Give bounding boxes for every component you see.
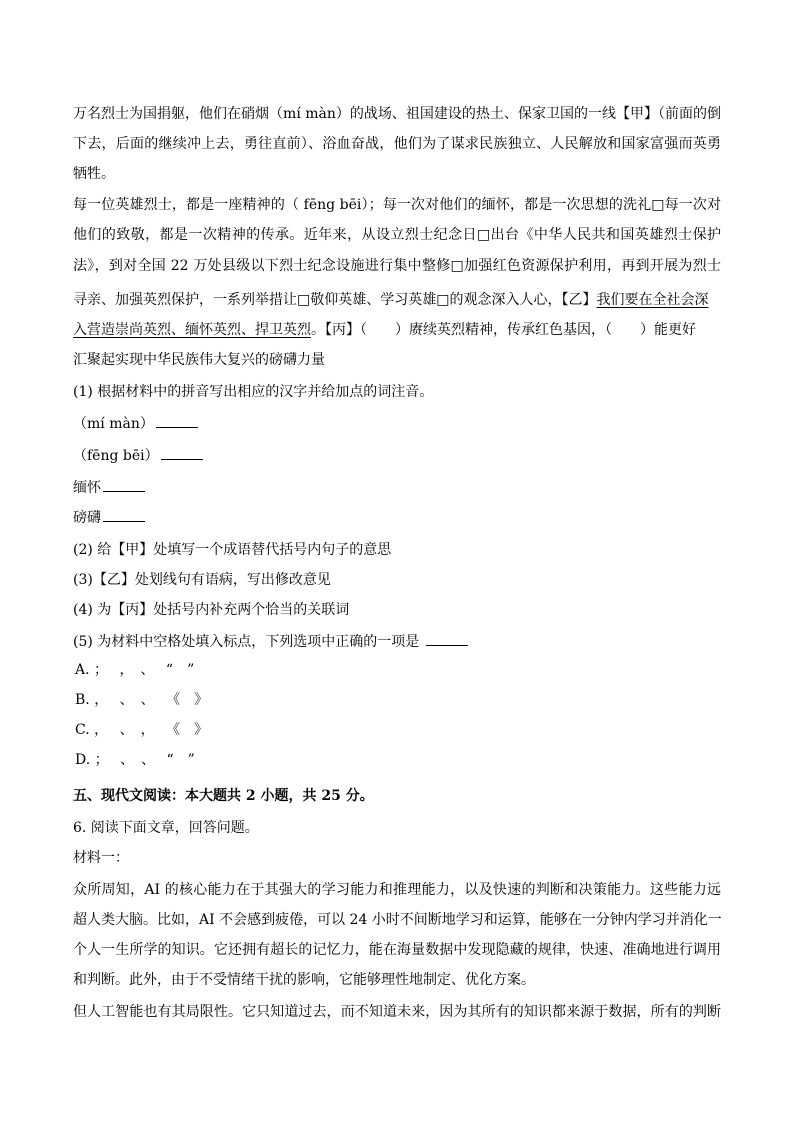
question-1: (1) 根据材料中的拼音写出相应的汉字并给加点的词注音。 bbox=[73, 384, 434, 400]
answer-blank[interactable] bbox=[161, 447, 203, 460]
answer-line bbox=[73, 414, 721, 434]
material-line: 超人类大脑。比如，AI 不会感到疲倦，可以 24 小时不间断地学习和运算，能够在一分钟内学习并消化一 bbox=[73, 912, 722, 928]
passage-line: 汇聚起实现中华民族伟大复兴的磅礴力量 bbox=[73, 352, 325, 368]
question-6: 6. 阅读下面文章，回答问题。 bbox=[73, 820, 259, 836]
passage-line: 下去，后面的继续冲上去，勇往直前）、浴血奋战，他们为了谋求民族独立、人民解放和国家富强而英勇 bbox=[73, 136, 721, 152]
passage-line bbox=[73, 320, 721, 340]
option-b[interactable]: B. ， 、 、 《 》 bbox=[75, 692, 209, 708]
material-label: 材料一： bbox=[73, 850, 129, 866]
passage-line: 牺牲。 bbox=[73, 166, 115, 182]
passage-line: 每一位英雄烈士，都是一座精神的（ fēng bēi）；每一次对他们的缅怀，都是一次思想的洗礼□每一次对 bbox=[73, 197, 721, 213]
option-d[interactable]: D. ； 、 、 “ ” bbox=[75, 752, 195, 768]
material-line: 但人工智能也有其局限性。它只知道过去，而不知道未来，因为其所有的知识都来源于数据，所有的判断 bbox=[73, 1004, 721, 1020]
material-line: 众所周知，AI 的核心能力在于其强大的学习能力和推理能力，以及快速的判断和决策能力。这些能力远 bbox=[73, 882, 721, 898]
answer-label: （fēng bēi） bbox=[73, 448, 159, 464]
underlined-sentence: 我们要在全社会深 bbox=[596, 292, 709, 308]
question-3: (3)【乙】处划线句有语病，写出修改意见 bbox=[73, 572, 331, 588]
question-2: (2) 给【甲】处填写一个成语替代括号内句子的意思 bbox=[73, 542, 392, 558]
option-c[interactable]: C. ， 、 ， 《 》 bbox=[75, 722, 209, 738]
passage-text: 。【丙】（ ）赓续英烈精神，传承红色基因，（ ）能更好 bbox=[311, 322, 696, 338]
answer-label: 缅怀 bbox=[73, 480, 101, 496]
material-line: 个人一生所学的知识。它还拥有超长的记忆力，能在海量数据中发现隐藏的规律，快速、准确地进行调用 bbox=[73, 942, 721, 958]
answer-label: （mí màn） bbox=[73, 416, 154, 432]
answer-line bbox=[73, 478, 721, 498]
underlined-sentence: 入营造崇尚英烈、缅怀英烈、捍卫英烈 bbox=[73, 322, 311, 338]
material-line: 和判断。此外，由于不受情绪干扰的影响，它能够理性地制定、优化方案。 bbox=[73, 972, 535, 988]
passage-text: 寻亲、加强英烈保护，一系列举措让□敬仰英雄、学习英雄□的观念深入人心，【乙】 bbox=[73, 292, 597, 308]
answer-blank[interactable] bbox=[426, 633, 468, 646]
question-text: (5) 为材料中空格处填入标点，下列选项中正确的一项是 bbox=[73, 634, 420, 650]
answer-line bbox=[73, 508, 721, 528]
option-a[interactable]: A. ； ， 、 “ ” bbox=[75, 662, 195, 678]
answer-blank[interactable] bbox=[156, 415, 198, 428]
passage-line: 万名烈士为国捐躯，他们在硝烟（mí màn）的战场、祖国建设的热土、保家卫国的一线【甲】（前面的倒 bbox=[73, 106, 721, 122]
answer-label: 磅礴 bbox=[73, 510, 101, 526]
answer-blank[interactable] bbox=[103, 509, 145, 522]
question-5 bbox=[73, 632, 721, 652]
question-4: (4) 为【丙】处括号内补充两个恰当的关联词 bbox=[73, 602, 350, 618]
passage-line: 他们的致敬，都是一次精神的传承。近年来，从设立烈士纪念日□出台《中华人民共和国英雄烈士保护 bbox=[73, 227, 721, 243]
passage-line: 法》，到对全国 22 万处县级以下烈士纪念设施进行集中整修□加强红色资源保护利用，再到开展为烈士 bbox=[73, 258, 721, 274]
passage-line bbox=[73, 290, 721, 310]
section-heading: 五、现代文阅读：本大题共 2 小题，共 25 分。 bbox=[73, 788, 374, 804]
answer-line bbox=[73, 446, 721, 466]
answer-blank[interactable] bbox=[103, 479, 145, 492]
